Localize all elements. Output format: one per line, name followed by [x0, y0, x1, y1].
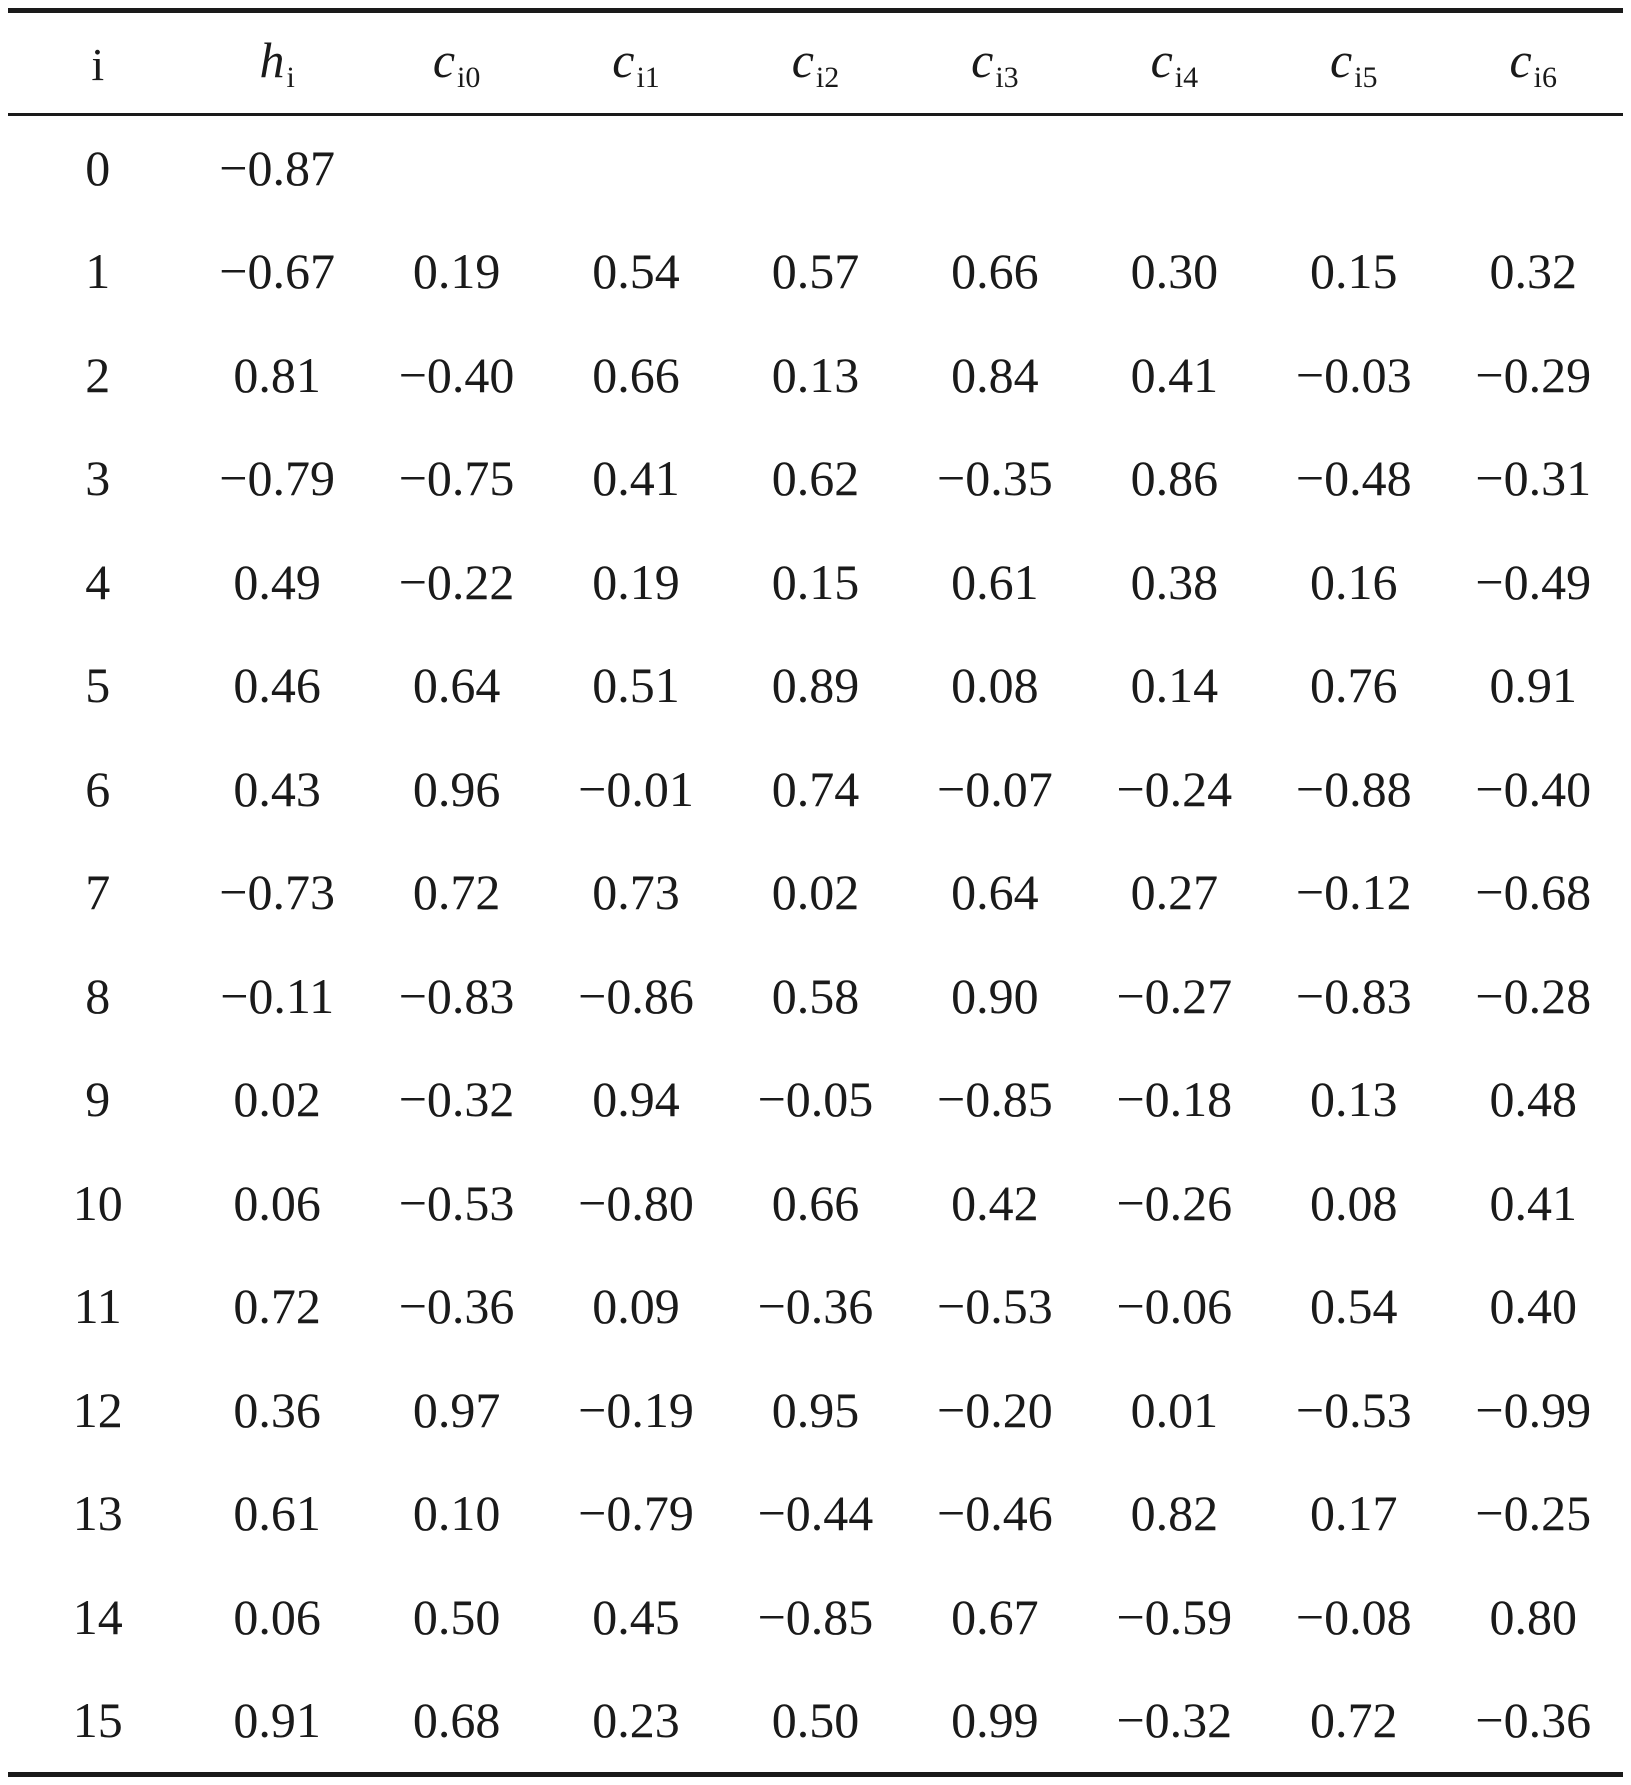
table-cell: 0.91 — [233, 1692, 321, 1749]
header-var: c — [1150, 32, 1173, 88]
table-cell: −0.49 — [1475, 553, 1592, 610]
header-var: c — [612, 32, 635, 88]
row-index-cell: 11 — [73, 1278, 122, 1335]
table-cell — [726, 115, 905, 220]
table-cell: 0.66 — [951, 243, 1039, 300]
header-var: c — [971, 32, 994, 88]
table-row — [8, 1462, 1623, 1566]
table-row — [8, 1255, 1623, 1359]
table-cell: −0.11 — [220, 967, 335, 1024]
table-cell: −0.53 — [937, 1278, 1053, 1335]
header-var: h — [259, 32, 285, 88]
table-cell: 0.57 — [771, 243, 860, 300]
table-cell: 0.13 — [771, 346, 860, 403]
table-cell: 0.99 — [951, 1692, 1039, 1749]
table-cell: 0.50 — [412, 1588, 501, 1645]
table-cell: −0.53 — [1295, 1381, 1412, 1438]
table-cell: 0.97 — [412, 1381, 501, 1438]
table-cell — [1444, 115, 1624, 220]
header-c-i0 — [367, 11, 546, 115]
table-cell — [546, 115, 725, 220]
table-row — [8, 841, 1623, 945]
table-cell: −0.99 — [1475, 1381, 1592, 1438]
table-cell: −0.48 — [1295, 450, 1412, 507]
table-cell: 0.02 — [771, 864, 860, 921]
table-cell: −0.86 — [578, 967, 694, 1024]
table-cell: 0.40 — [1489, 1278, 1577, 1335]
table-cell: −0.85 — [937, 1071, 1053, 1128]
table-cell: −0.05 — [757, 1071, 874, 1128]
table-cell: 0.08 — [951, 657, 1039, 714]
row-index-cell: 0 — [85, 139, 111, 196]
table-cell — [1264, 115, 1443, 220]
header-c-i1 — [546, 11, 725, 115]
table-cell: 0.48 — [1489, 1071, 1577, 1128]
table-cell: 0.54 — [592, 243, 680, 300]
table-cell: 0.58 — [771, 967, 860, 1024]
row-index-cell: 15 — [72, 1692, 123, 1749]
table-row — [8, 1669, 1623, 1775]
table-cell: −0.29 — [1475, 346, 1592, 403]
table-row — [8, 1151, 1623, 1255]
row-index-cell: 2 — [85, 346, 111, 403]
table-cell: −0.83 — [1295, 967, 1412, 1024]
header-sub: i — [286, 61, 295, 94]
row-index-cell: 10 — [72, 1174, 123, 1231]
header-h — [187, 11, 366, 115]
table-cell: −0.32 — [398, 1071, 515, 1128]
table-cell: 0.10 — [412, 1485, 501, 1542]
table-cell: 0.61 — [233, 1485, 321, 1542]
table-cell: 0.68 — [412, 1692, 501, 1749]
table-cell: 0.66 — [771, 1174, 860, 1231]
table-cell — [905, 115, 1084, 220]
table-cell: −0.59 — [1116, 1588, 1233, 1645]
header-var: c — [791, 32, 814, 88]
table-body — [8, 115, 1623, 1775]
table-cell: 0.43 — [233, 760, 321, 817]
coefficient-table-container — [8, 8, 1623, 1777]
header-sub: i0 — [457, 61, 481, 94]
table-cell: −0.32 — [1116, 1692, 1233, 1749]
table-cell: 0.94 — [592, 1071, 680, 1128]
header-sub: i6 — [1533, 61, 1558, 94]
table-cell: 0.19 — [412, 243, 501, 300]
table-cell — [1085, 115, 1264, 220]
table-cell: 0.80 — [1489, 1588, 1577, 1645]
table-cell: −0.85 — [757, 1588, 874, 1645]
coefficient-table — [8, 8, 1623, 1777]
header-c-i6 — [1444, 11, 1624, 115]
table-cell: −0.40 — [398, 346, 515, 403]
header-c-i5 — [1264, 11, 1443, 115]
table-row — [8, 115, 1623, 220]
table-cell: 0.72 — [233, 1278, 321, 1335]
table-cell: −0.07 — [937, 760, 1053, 817]
header-sub: i4 — [1174, 61, 1199, 94]
table-cell: −0.18 — [1116, 1071, 1233, 1128]
table-cell: −0.35 — [937, 450, 1053, 507]
table-cell: −0.03 — [1295, 346, 1412, 403]
table-cell: 0.54 — [1310, 1278, 1398, 1335]
table-cell: −0.31 — [1475, 450, 1592, 507]
row-index-cell: 14 — [72, 1588, 123, 1645]
table-cell: −0.79 — [578, 1485, 694, 1542]
table-cell: −0.80 — [578, 1174, 694, 1231]
row-index-cell: 13 — [72, 1485, 123, 1542]
table-cell: 0.15 — [1310, 243, 1398, 300]
table-cell: 0.46 — [233, 657, 321, 714]
row-index-cell: 9 — [85, 1071, 111, 1128]
table-cell: −0.68 — [1475, 864, 1592, 921]
table-cell: −0.79 — [219, 450, 335, 507]
table-cell: 0.06 — [233, 1588, 321, 1645]
table-cell: 0.19 — [592, 553, 680, 610]
table-cell: 0.82 — [1130, 1485, 1219, 1542]
row-index-cell: 8 — [85, 967, 111, 1024]
row-index-cell: 12 — [72, 1381, 123, 1438]
table-row — [8, 634, 1623, 738]
table-cell: 0.74 — [771, 760, 860, 817]
table-cell: −0.87 — [219, 139, 335, 196]
table-cell: 0.17 — [1310, 1485, 1398, 1542]
table-row — [8, 1048, 1623, 1152]
table-cell: −0.01 — [578, 760, 694, 817]
table-cell: −0.44 — [757, 1485, 874, 1542]
table-cell: 0.90 — [951, 967, 1039, 1024]
table-cell: −0.26 — [1116, 1174, 1233, 1231]
table-cell: 0.61 — [951, 553, 1039, 610]
table-row — [8, 737, 1623, 841]
header-label: i — [91, 39, 105, 90]
table-cell: −0.36 — [398, 1278, 515, 1335]
table-cell: 0.30 — [1130, 243, 1219, 300]
table-cell: 0.51 — [592, 657, 680, 714]
header-c-i2 — [726, 11, 905, 115]
table-cell: −0.12 — [1295, 864, 1412, 921]
table-row — [8, 1358, 1623, 1462]
table-cell: 0.96 — [412, 760, 501, 817]
table-cell: −0.19 — [578, 1381, 694, 1438]
table-cell: −0.25 — [1475, 1485, 1592, 1542]
row-index-cell: 3 — [85, 450, 111, 507]
header-sub: i5 — [1354, 61, 1378, 94]
table-cell: 0.50 — [771, 1692, 860, 1749]
table-cell: −0.08 — [1295, 1588, 1412, 1645]
table-cell: 0.64 — [412, 657, 501, 714]
table-cell: −0.06 — [1116, 1278, 1233, 1335]
table-row — [8, 1565, 1623, 1669]
table-cell: 0.95 — [771, 1381, 860, 1438]
table-cell: 0.38 — [1130, 553, 1219, 610]
table-cell: 0.41 — [1130, 346, 1219, 403]
table-cell: 0.08 — [1310, 1174, 1398, 1231]
header-sub: i1 — [636, 61, 660, 94]
table-cell: −0.75 — [398, 450, 515, 507]
table-cell: −0.22 — [398, 553, 515, 610]
table-cell: 0.66 — [592, 346, 680, 403]
header-row — [8, 11, 1623, 115]
header-var: c — [1330, 32, 1353, 88]
table-cell: 0.23 — [592, 1692, 680, 1749]
table-cell: 0.42 — [951, 1174, 1039, 1231]
table-cell: −0.27 — [1116, 967, 1233, 1024]
table-cell: 0.62 — [771, 450, 860, 507]
header-sub: i3 — [995, 61, 1019, 94]
table-row — [8, 323, 1623, 427]
table-cell: −0.24 — [1116, 760, 1233, 817]
table-cell: 0.64 — [951, 864, 1039, 921]
table-cell — [367, 115, 546, 220]
table-cell: −0.46 — [937, 1485, 1053, 1542]
table-cell: 0.81 — [233, 346, 321, 403]
header-c-i4 — [1085, 11, 1264, 115]
table-cell: 0.72 — [1310, 1692, 1398, 1749]
table-cell: 0.41 — [1489, 1174, 1577, 1231]
table-cell: 0.91 — [1489, 657, 1577, 714]
header-sub: i2 — [815, 61, 840, 94]
table-cell: 0.76 — [1310, 657, 1398, 714]
table-cell: 0.84 — [951, 346, 1039, 403]
table-cell: −0.36 — [757, 1278, 874, 1335]
table-row — [8, 944, 1623, 1048]
row-index-cell: 1 — [85, 243, 111, 300]
table-cell: 0.15 — [771, 553, 860, 610]
table-header — [8, 11, 1623, 115]
header-c-i3 — [905, 11, 1084, 115]
row-index-cell: 7 — [85, 864, 111, 921]
table-cell: −0.36 — [1475, 1692, 1592, 1749]
table-cell: 0.13 — [1310, 1071, 1398, 1128]
table-cell: 0.73 — [592, 864, 680, 921]
table-cell: 0.27 — [1130, 864, 1219, 921]
table-cell: −0.88 — [1295, 760, 1412, 817]
table-cell: 0.06 — [233, 1174, 321, 1231]
header-var: c — [432, 32, 456, 88]
table-cell: 0.32 — [1489, 243, 1577, 300]
table-cell: 0.14 — [1130, 657, 1219, 714]
table-cell: 0.16 — [1310, 553, 1398, 610]
table-cell: 0.45 — [592, 1588, 680, 1645]
table-cell: 0.09 — [592, 1278, 680, 1335]
row-index-cell: 6 — [85, 760, 111, 817]
table-cell: −0.28 — [1475, 967, 1592, 1024]
table-cell: 0.49 — [233, 553, 321, 610]
table-cell: 0.41 — [592, 450, 680, 507]
table-cell: 0.89 — [771, 657, 860, 714]
table-cell: −0.53 — [398, 1174, 515, 1231]
table-cell: −0.20 — [937, 1381, 1053, 1438]
header-i — [8, 11, 187, 115]
table-cell: −0.67 — [219, 243, 335, 300]
table-cell: 0.86 — [1130, 450, 1219, 507]
table-cell: −0.83 — [398, 967, 515, 1024]
row-index-cell: 5 — [85, 657, 111, 714]
table-cell: −0.40 — [1475, 760, 1592, 817]
table-row — [8, 530, 1623, 634]
table-cell: 0.01 — [1130, 1381, 1219, 1438]
header-var: c — [1509, 32, 1532, 88]
table-cell: 0.72 — [412, 864, 501, 921]
table-cell: −0.73 — [219, 864, 335, 921]
table-cell: 0.02 — [233, 1071, 321, 1128]
table-cell: 0.36 — [233, 1381, 321, 1438]
table-row — [8, 220, 1623, 324]
table-row — [8, 427, 1623, 531]
table-cell: 0.67 — [951, 1588, 1039, 1645]
row-index-cell: 4 — [85, 553, 111, 610]
